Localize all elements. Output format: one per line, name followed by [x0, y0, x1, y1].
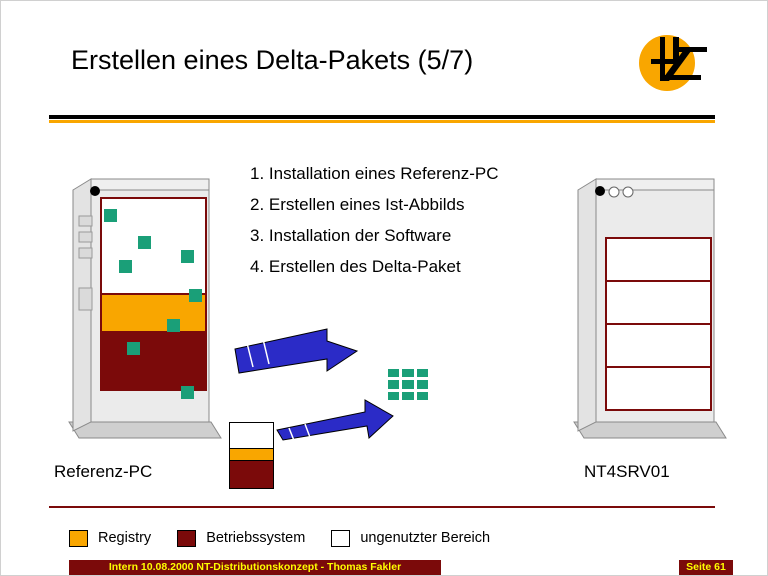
footer-bar: [69, 560, 441, 575]
software-block-icon: [189, 289, 202, 302]
software-block-icon: [127, 342, 140, 355]
software-block-icon: [181, 250, 194, 263]
software-block-icon: [167, 319, 180, 332]
software-block-icon: [181, 386, 194, 399]
legend: [69, 528, 516, 548]
software-block-icon: [104, 209, 117, 222]
software-grid: [385, 366, 431, 403]
grid-cell: [417, 392, 428, 400]
list-item: 3. Installation der Software: [250, 226, 452, 245]
title-divider-gold: [49, 120, 715, 123]
legend-swatch-ungenutzter-bereich: [331, 530, 350, 547]
grid-cell: [417, 380, 428, 388]
legend-swatch-betriebssystem: [177, 530, 196, 547]
list-item: 1. Installation eines Referenz-PC: [250, 164, 499, 183]
caption-nt4srv01: NT4SRV01: [584, 462, 670, 481]
grid-cell: [388, 380, 399, 388]
stack-segment-registry: [230, 449, 273, 461]
grid-cell: [402, 392, 413, 400]
nt4srv01-tower-graphic: [566, 176, 731, 451]
page-title: Erstellen eines Delta-Pakets (5/7): [71, 45, 474, 75]
legend-divider: [49, 506, 715, 508]
grid-cell: [417, 369, 428, 377]
legend-item-ungenutzter-bereich: [331, 530, 490, 547]
page-number: Seite 61: [686, 561, 726, 573]
list-item: 2. Erstellen eines Ist-Abbilds: [250, 195, 465, 214]
software-block-icon: [119, 260, 132, 273]
page-number-bar: [679, 560, 733, 575]
title-divider-dark: [49, 115, 715, 119]
legend-item-betriebssystem: [177, 530, 305, 547]
grid-cell: [402, 380, 413, 388]
legend-label: Betriebssystem: [206, 530, 306, 546]
legend-item-registry: [69, 530, 151, 547]
caption-reference-pc: Referenz-PC: [54, 462, 153, 481]
software-block-icon: [138, 236, 151, 249]
list-item: 4. Erstellen des Delta-Paket: [250, 257, 461, 276]
stack-segment-unused: [230, 423, 273, 449]
legend-swatch-registry: [69, 530, 88, 547]
grid-cell: [402, 369, 413, 377]
delta-package-stack: [229, 422, 274, 489]
footer-text: Intern 10.08.2000 NT-Distributionskonzept - Thomas Fakler: [108, 561, 402, 573]
stack-segment-os: [230, 461, 273, 488]
legend-label: ungenutzter Bereich: [360, 530, 491, 546]
arrow-lower-icon: [273, 386, 403, 448]
legend-label: Registry: [98, 530, 152, 546]
reference-pc-tower-graphic: [61, 176, 226, 451]
lrz-logo-icon: [629, 29, 713, 99]
arrow-upper-icon: [229, 323, 369, 385]
grid-cell: [388, 392, 399, 400]
grid-cell: [388, 369, 399, 377]
steps-list: [250, 158, 580, 282]
